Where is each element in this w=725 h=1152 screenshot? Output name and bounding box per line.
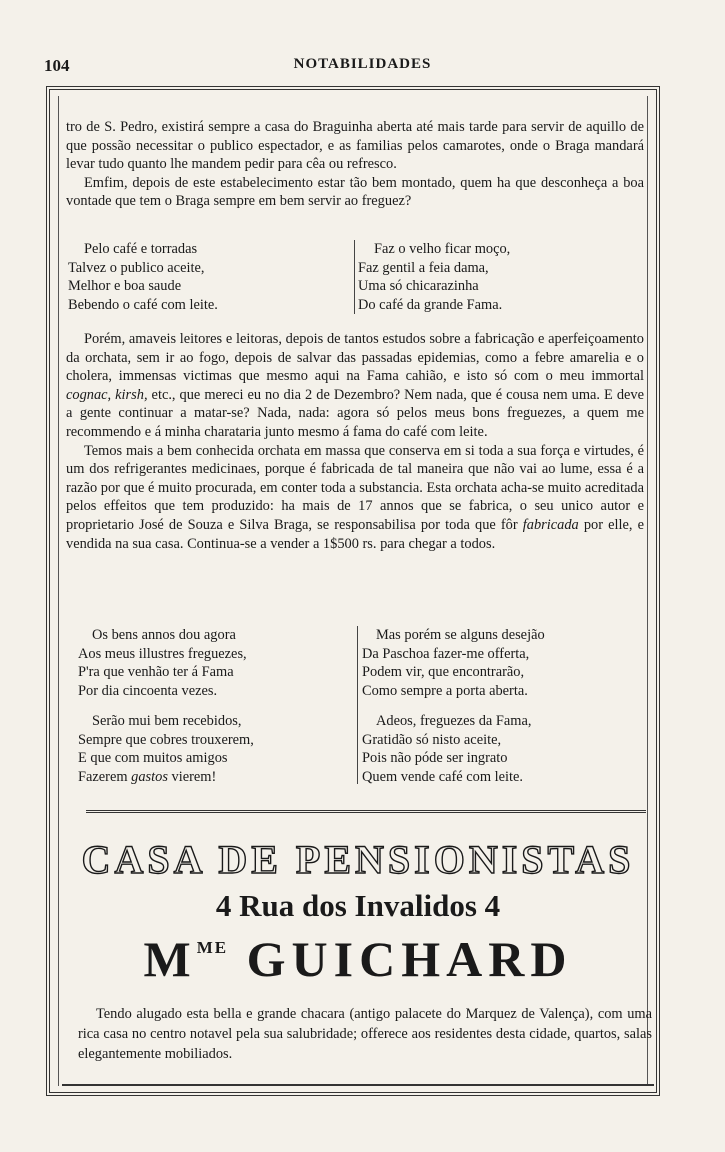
verse-line: Adeos, freguezes da Fama, (376, 713, 532, 729)
page-number: 104 (44, 56, 70, 75)
paragraph-porem (66, 330, 644, 442)
verse-line: Aos meus illustres freguezes, (78, 645, 247, 662)
verse1-right (358, 240, 510, 314)
text-run: Porém, amaveis leitores e leitoras, depois de tantos estudos sobre a fabricação e aperfeiçoamento da orchata, sem ir ao fogo, depois de salvar das passadas epidemias, como a febre amarelia e o cholera, immensas victimas que mesmo aqui na Fama cahião, e isto só com o meu immortal (66, 331, 644, 385)
verse-line: Faz o velho ficar moço, (374, 241, 511, 257)
verse-line: Do café da grande Fama. (358, 296, 503, 313)
verse-line (78, 768, 254, 787)
verse-line: P'ra que venhão ter á Fama (78, 664, 234, 681)
bottom-rule (62, 1084, 654, 1086)
text-run: Temos mais a bem conhecida orchata em massa que conserva em si toda a sua força e virtudes, é um dos refrigerantes medicinaes, porque é fabricada de tal maneira que não vai ao lume, essa é a razão por que é muito procurada, em conter toda a substancia. Esta orchata acha-se muito acreditada pelos effeitos que tem produzido: ha mais de 17 annos que se fabrica, o seu unico autor e proprietario José de Souza e Silva Braga, se responsabilisa por toda que fôr (66, 442, 644, 533)
verse-line: Serão mui bem recebidos, (92, 713, 242, 729)
verse-line: Pois não póde ser ingrato (362, 750, 508, 767)
verse-divider (357, 626, 358, 784)
verse3-left (78, 712, 254, 786)
italic-run: fabricada (522, 516, 579, 533)
running-title: NOTABILIDADES (293, 56, 432, 72)
verse-line: Da Paschoa fazer-me offerta, (362, 645, 530, 662)
verse-line: Mas porém se alguns desejão (376, 627, 545, 643)
italic-run: cognac, kirsh, (66, 386, 148, 403)
section-intro (66, 118, 644, 211)
paragraph-continuation: tro de S. Pedro, existirá sempre a casa do Braguinha aberta até mais tarde para servir de aquillo de que possão necessitar o publico espectador, e as familias pelos camarotes, onde o Braga mandará levar tudo quanto lhe mandem pedir para cêa ou refresco. (66, 119, 644, 173)
verse-line: Quem vende café com leite. (362, 768, 524, 785)
verse-line: Uma só chicarazinha (358, 278, 479, 295)
verse-line: Melhor e boa saude (68, 278, 182, 295)
verse-line: Gratidão só nisto aceite, (362, 731, 502, 748)
verse-line: Os bens annos dou agora (92, 627, 236, 643)
verse2-right (362, 626, 545, 700)
verse-line: Sempre que cobres trouxerem, (78, 731, 254, 748)
verse-line: Bebendo o café com leite. (68, 296, 218, 313)
verse3-right (362, 712, 531, 786)
text-run: etc., que mereci eu no dia 2 de Dezembro? Nem nada, que é cousa nem uma. E deve a gente continuar a matar-se? Nada, nada: agora só pelos meus bons freguezes, a quem me recommendo e á minha charataria junto mesmo á fama do café com leite. (66, 386, 644, 440)
verse-line: Por dia cincoenta vezes. (78, 682, 218, 699)
text-run: Fazerem (78, 768, 132, 785)
verse-line: Faz gentil a feia dama, (358, 259, 489, 276)
verse-divider (354, 240, 355, 314)
paragraph-emfim: Emfim, depois de este estabelecimento estar tão bem montado, quem ha que desconheça a boa vontade que tem o Braga sempre em bem servir ao freguez? (66, 174, 644, 210)
owner-superscript: ME (196, 938, 229, 957)
paragraph-temos (66, 442, 644, 554)
advert-address: 4 Rua dos Invalidos 4 (215, 888, 501, 923)
text-run: por elle, e vendida na sua casa. Continua-se a vender a 1$500 rs. para chegar a todos. (66, 516, 644, 552)
verse-line: Como sempre a porta aberta. (362, 682, 528, 699)
verse-line: Podem vir, que encontrarão, (362, 664, 525, 681)
verse-line: E que com muitos amigos (78, 750, 228, 767)
section-divider (86, 810, 646, 813)
verse2-left (78, 626, 247, 700)
advert-body (78, 1004, 652, 1064)
verse1-left (68, 240, 218, 314)
verse-line: Talvez o publico aceite, (68, 259, 205, 276)
advert-paragraph: Tendo alugado esta bella e grande chacara (antigo palacete do Marquez de Valença), com uma rica casa no centro notavel pela sua salubridade; offerece aos residentes desta cidade, quartos, salas elegantemente mobiliados. (78, 1006, 652, 1062)
verse-line: Pelo café e torradas (84, 241, 198, 257)
page-header (0, 52, 725, 76)
advert-title: CASA DE PENSIONISTAS (81, 837, 635, 882)
owner-prefix: M (143, 931, 197, 987)
italic-run: gastos (131, 768, 168, 785)
section-orchata (66, 330, 644, 553)
owner-name: GUICHARD (246, 931, 573, 987)
text-run: vierem! (167, 768, 217, 785)
advert-owner (66, 930, 650, 988)
